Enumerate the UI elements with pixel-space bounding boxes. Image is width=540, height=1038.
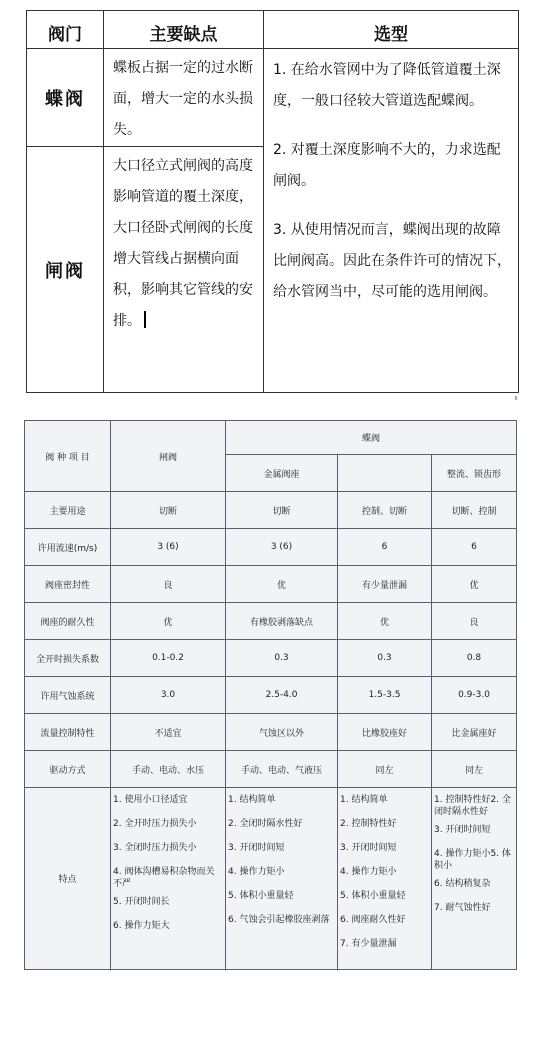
- sub-header-middle: [338, 455, 432, 492]
- butterfly-valve-header: 蝶阀: [226, 421, 517, 455]
- table-cell: 切断: [111, 492, 226, 529]
- list-item: 4. 操作力矩小: [228, 867, 285, 877]
- list-item: 6. 阀座耐久性好: [340, 915, 406, 925]
- gate-features: [111, 788, 226, 970]
- list-item: 3. 全闭时压力损失小: [113, 843, 197, 853]
- table-row: [25, 566, 517, 603]
- list-item: 5. 体积小重量轻: [228, 891, 294, 901]
- list-item: 4. 操作力矩小5. 体积小: [434, 849, 511, 871]
- header-selection: 选型: [264, 11, 519, 49]
- table-row: [25, 603, 517, 640]
- list-item: 1. 结构简单: [340, 795, 388, 805]
- table-cell: 同左: [432, 751, 517, 788]
- table-cell: 同左: [338, 751, 432, 788]
- row-label: 阀座的耐久性: [25, 603, 111, 640]
- selection-cell: [264, 49, 519, 393]
- table-cell: 切断、控制: [432, 492, 517, 529]
- middle-features: [338, 788, 432, 970]
- sub-header-tooth: 整流、锁齿形: [432, 455, 517, 492]
- row-label: 阀座密封性: [25, 566, 111, 603]
- metal-seat-features: [226, 788, 338, 970]
- features-row: [25, 788, 517, 970]
- selection-item-2: 2. 对覆土深度影响不大的，力求选配闸阀。: [273, 142, 501, 189]
- features-label: 特点: [25, 788, 111, 970]
- table-cell: 气蚀区以外: [226, 714, 338, 751]
- list-item: 4. 阀体沟槽易积杂物而关不严: [113, 867, 215, 889]
- table-row: [25, 640, 517, 677]
- table-row: [25, 751, 517, 788]
- table-cell: 良: [111, 566, 226, 603]
- table-cell: 比金属座好: [432, 714, 517, 751]
- list-item: 5. 体积小重量轻: [340, 891, 406, 901]
- list-item: 3. 开闭时间短: [434, 825, 491, 835]
- table-cell: 手动、电动、气液压: [226, 751, 338, 788]
- table-cell: 有少量泄漏: [338, 566, 432, 603]
- list-item: 2. 全闭时隔水性好: [228, 819, 303, 829]
- table-cell: 6: [338, 529, 432, 566]
- header-drawback: 主要缺点: [104, 11, 264, 49]
- table-cell: 比橡胶座好: [338, 714, 432, 751]
- gate-valve-header: 闸阀: [111, 421, 226, 492]
- selection-item-3: 3. 从使用情况而言，蝶阀出现的故障比闸阀高。因此在条件许可的情况下，给水管网当中，尽可能的选用闸阀。: [273, 222, 511, 300]
- table-cell: 优: [432, 566, 517, 603]
- header-row-1: [25, 421, 517, 455]
- butterfly-drawback: 蝶板占据一定的过水断面，增大一定的水头损失。: [104, 49, 264, 147]
- row-label: 许用流速(m/s): [25, 529, 111, 566]
- list-item: 1. 结构简单: [228, 795, 276, 805]
- table-cell: 0.3: [338, 640, 432, 677]
- header-row: [27, 11, 519, 49]
- table-cell: 0.3: [226, 640, 338, 677]
- divider-mark: [515, 396, 517, 400]
- butterfly-row: [27, 49, 519, 147]
- list-item: 1. 使用小口径适宜: [113, 795, 188, 805]
- valve-selection-table: [26, 10, 519, 393]
- list-item: 7. 耐气蚀性好: [434, 903, 491, 913]
- sub-header-metal-seat: 金属阀座: [226, 455, 338, 492]
- table-cell: 手动、电动、水压: [111, 751, 226, 788]
- table-cell: 控制、切断: [338, 492, 432, 529]
- list-item: 6. 结构稍复杂: [434, 879, 491, 889]
- list-item: 4. 操作力矩小: [340, 867, 397, 877]
- list-item: 6. 操作力矩大: [113, 921, 170, 931]
- table-cell: 有橡胶剥落缺点: [226, 603, 338, 640]
- header-valve: 阀门: [27, 11, 104, 49]
- row-label: 全开时损失系数: [25, 640, 111, 677]
- row-label: 许用气蚀系统: [25, 677, 111, 714]
- table-cell: 优: [226, 566, 338, 603]
- table-cell: 0.8: [432, 640, 517, 677]
- table-cell: 0.1-0.2: [111, 640, 226, 677]
- list-item: 5. 开闭时间长: [113, 897, 170, 907]
- table-cell: 3.0: [111, 677, 226, 714]
- gate-drawback: 大口径立式闸阀的高度影响管道的覆土深度，大口径卧式闸阀的长度增大管线占据横向面积，影响其它管线的安排。: [113, 158, 253, 329]
- table-cell: 0.9-3.0: [432, 677, 517, 714]
- table-cell: 6: [432, 529, 517, 566]
- corner-header: 阀 种 项 目: [25, 421, 111, 492]
- gate-valve-name: 闸阀: [27, 147, 104, 393]
- table-cell: 优: [111, 603, 226, 640]
- table-cell: 2.5-4.0: [226, 677, 338, 714]
- list-item: 3. 开闭时间短: [340, 843, 397, 853]
- table-row: [25, 492, 517, 529]
- table-cell: 切断: [226, 492, 338, 529]
- table-row: [25, 714, 517, 751]
- table-row: [25, 529, 517, 566]
- list-item: 7. 有少量泄漏: [340, 939, 397, 949]
- tooth-features: [432, 788, 517, 970]
- list-item: 2. 控制特性好: [340, 819, 397, 829]
- row-label: 驱动方式: [25, 751, 111, 788]
- row-label: 主要用途: [25, 492, 111, 529]
- gate-drawback-cell[interactable]: [104, 147, 264, 393]
- table-cell: 不适宜: [111, 714, 226, 751]
- list-item: 1. 控制特性好2. 全闭时隔水性好: [434, 795, 511, 817]
- text-cursor: [144, 311, 146, 328]
- table-cell: 3 (6): [226, 529, 338, 566]
- list-item: 2. 全开时压力损失小: [113, 819, 197, 829]
- butterfly-valve-name: 蝶阀: [27, 49, 104, 147]
- table-cell: 优: [338, 603, 432, 640]
- table-cell: 良: [432, 603, 517, 640]
- table-cell: 1.5-3.5: [338, 677, 432, 714]
- table-row: [25, 677, 517, 714]
- selection-item-1: 1. 在给水管网中为了降低管道覆土深度，一般口径较大管道选配蝶阀。: [273, 62, 501, 109]
- list-item: 3. 开闭时间短: [228, 843, 285, 853]
- valve-comparison-table: [24, 420, 517, 970]
- list-item: 6. 气蚀会引起橡胶座剥落: [228, 915, 330, 925]
- table-cell: 3 (6): [111, 529, 226, 566]
- row-label: 流量控制特性: [25, 714, 111, 751]
